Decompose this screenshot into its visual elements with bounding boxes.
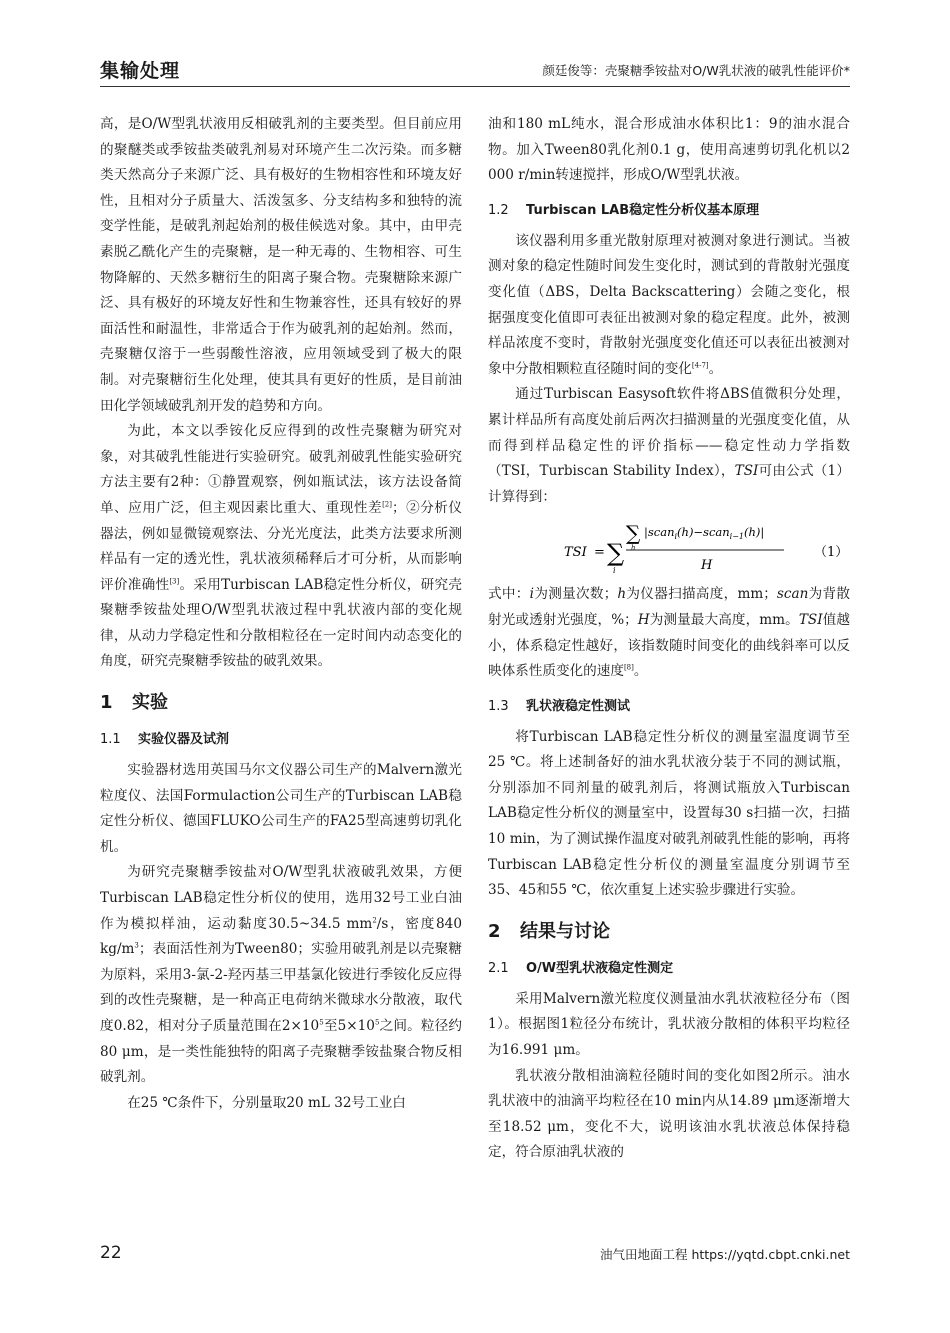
running-title: 颜廷俊等：壳聚糖季铵盐对O/W乳状液的破乳性能评价* (542, 63, 850, 78)
left-column (100, 112, 462, 1116)
page-footer (100, 1243, 850, 1267)
inner-sum-icon: ∑ (626, 521, 641, 546)
tsi-formula (488, 512, 850, 578)
formula-lhs: TSI (564, 545, 587, 561)
citation: [2] (382, 500, 392, 509)
subsection-heading: 1.1 实验仪器及试剂 (100, 732, 230, 748)
paragraph: 高，是O/W型乳状液用反相破乳剂的主要类型。但目前应用的聚醚类或季铵盐类破乳剂易对环境产生二次污染。而多糖类天然高分子来源广泛、具有极好的生物相容性和环境友好性，且相对分子质量大、活泼氢多、分支结构多和独特的流变学性能，是破乳剂起始剂的极佳候选对象。其中，由甲壳素脱乙酰化产生的壳聚糖，是一种无毒的、生物相容、可生物降解的、天然多糖衍生的阳离子聚合物。壳聚糖除来源广泛、具有极好的环境友好性和生物兼容性，还具有较好的界面活性和耐温性，非常适合于作为破乳剂的起始剂。然而，壳聚糖仅溶于一些弱酸性溶液，应用领域受到了极大的限制。对壳聚糖衍生化处理，使其具有更好的性质，是目前油田化学领域破乳剂开发的趋势和方向。 (100, 116, 462, 414)
citation: [3] (169, 577, 180, 586)
paragraph: 该仪器利用多重光散射原理对被测对象进行测试。当被测对象的稳定性随时间发生变化时，测试到的背散射光强度变化值（ΔBS，Delta Backscattering）会随之变化，根据强度变化值即可表征出被测对象的稳定程度。此外，被测样品浓度不变时，背散射光强度变化值还可以表征出被测对象中分散相颗粒直径随时间的变化[4-7]。 (488, 232, 850, 377)
inner-sum-index: h (631, 544, 636, 553)
paragraph: 在25 ℃条件下，分别量取20 mL 32号工业白 (127, 1094, 406, 1111)
paragraph: 为研究壳聚糖季铵盐对O/W型乳状液破乳效果，方便Turbiscan LAB稳定性分析仪的使用，选用32号工业白油作为模拟样油，运动黏度30.5~34.5 $mm^2/s$，密度840 $kg/m^3$；表面活性剂为Tween80；实验用破乳剂是以壳聚糖为原料，采用3-氯-2-羟丙基三甲基氯化铵进行季铵化反应得到的改性壳聚糖，是一种高正电荷纳米微球水分散液，取代度0.82，相对分子质量范围在$2\times 10^5$至$5\times 10^5$之间。粒径约80 μm，是一类性能独特的阳离子壳聚糖季铵盐聚合物反相破乳剂。 (100, 864, 462, 1086)
subsection-heading: 2.1 O/W型乳状液稳定性测定 (488, 960, 674, 976)
paragraph: 采用Malvern激光粒度仪测量油水乳状液粒径分布（图1）。根据图1粒径分布统计，乳状液分散相的体积平均粒径为16.991 μm。 (488, 990, 850, 1059)
subsection-heading: 1.2 Turbiscan LAB稳定性分析仪基本原理 (488, 202, 760, 218)
page-header (100, 56, 850, 84)
paragraph: 油和180 mL纯水，混合形成油水体积比1：9的油水混合物。加入Tween80乳化剂0.1 g，使用高速剪切乳化机以2 000 r/min转速搅拌，形成O/W型乳状液。 (488, 116, 850, 184)
page-number: 22 (100, 1243, 122, 1263)
journal-name: 油气田地面工程 https://yqtd.cbpt.cnki.net (599, 1247, 850, 1262)
paragraph: 乳状液分散相油滴粒径随时间的变化如图2所示。油水乳状液中的油滴平均粒径在10 min内从14.89 μm逐渐增大至18.52 μm，变化不大，说明该油水乳状液总体保持稳定，符合原油乳状液的 (488, 1067, 850, 1161)
citation: [4-7] (691, 361, 709, 370)
paragraph: 通过Turbiscan Easysoft软件将ΔBS值微积分处理，累计样品所有高度处前后两次扫描测量的光强度变化值，从而得到样品稳定性的评价指标——稳定性动力学指数（TSI，Turbiscan Stability Index），TSI可由公式（1）计算得到： (488, 386, 850, 505)
paragraph: 实验器材选用英国马尔文仪器公司生产的Malvern激光粒度仪、法国Formulaction公司生产的Turbiscan LAB稳定性分析仪、德国FLUKO公司生产的FA25型高速剪切乳化机。 (100, 762, 462, 855)
journal-section-title: 集输处理 (100, 60, 181, 82)
formula-numerator: |scan$_i$(h)−scan$_{i-1}$(h)| (644, 525, 765, 542)
outer-sum-icon: ∑ (607, 539, 625, 568)
outer-sum-index: i (613, 566, 616, 576)
paragraph: 为此，本文以季铵化反应得到的改性壳聚糖为研究对象，对其破乳性能进行实验研究。破乳剂破乳性能实验研究方法主要有2种：①静置观察，例如瓶试法，该方法设备简单、应用广泛，但主观因素比重大、重现性差[2]；②分析仪器法，例如显微镜观察法、分光光度法，此类方法要求所测样品有一定的透光性，乳状液须稀释后才可分析，从而影响评价准确性[3]。采用Turbiscan LAB稳定性分析仪，研究壳聚糖季铵盐处理O/W型乳状液过程中乳状液内部的变化规律，从动力学稳定性和分散相粒径在一定时间内动态变化的角度，研究壳聚糖季铵盐的破乳效果。 (100, 423, 463, 670)
paragraph: 将Turbiscan LAB稳定性分析仪的测量室温度调节至25 ℃。将上述制备好的油水乳状液分装于不同的测试瓶，分别添加不同剂量的破乳剂后，将测试瓶放入Turbiscan LAB稳定性分析仪的测量室中，设置每30 s扫描一次，扫描10 min，为了测试操作温度对破乳剂破乳性能的影响，再将Turbiscan LAB稳定性分析仪的测量室温度分别调节至35、45和55 ℃，依次重复上述实验步骤进行实验。 (488, 728, 850, 899)
subsection-heading: 1.3 乳状液稳定性测试 (488, 698, 631, 714)
formula-denominator: H (701, 558, 713, 574)
formula-equals: = (594, 545, 605, 561)
citation: [8] (623, 663, 634, 672)
header-rule (100, 86, 850, 87)
section-heading: 2 结果与讨论 (488, 920, 610, 942)
section-heading: 1 实验 (100, 692, 168, 714)
paragraph: 式中：i为测量次数；h为仪器扫描高度，mm；scan为背散射光或透射光强度，%；H为测量最大高度，mm。TSI值越小，体系稳定性越好，该指数随时间变化的曲线斜率可以反映体系性质变化的速度[8]。 (488, 586, 851, 680)
formula-label: （1） (814, 545, 849, 561)
right-column (488, 112, 850, 1166)
